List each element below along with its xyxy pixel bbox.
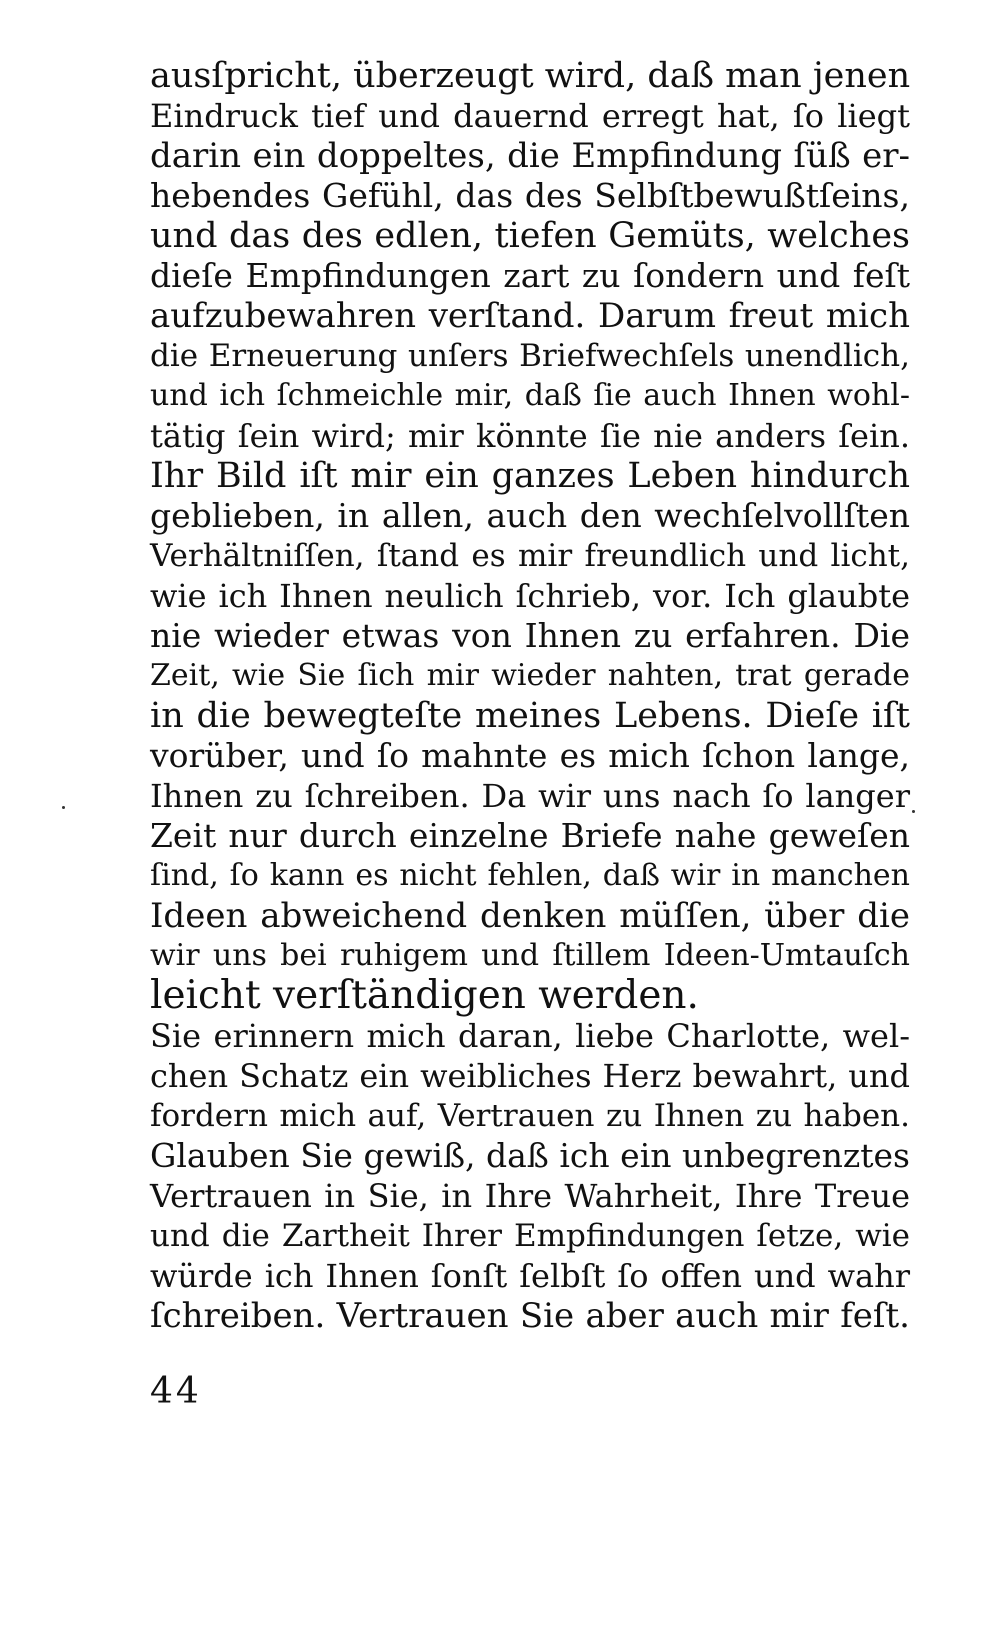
text-line: geblieben, in allen, auch den wechſelvollſten	[150, 496, 910, 535]
text-line: darin ein doppeltes, die Empfindung ſüß er-	[150, 136, 910, 176]
text-line: und ich ſchmeichle mir, daß ſie auch Ihnen wohl-	[150, 378, 910, 413]
text-line: ausſpricht, überzeugt wird, daß man jenen	[150, 56, 911, 96]
text-line: chen Schatz ein weibliches Herz bewahrt, und	[150, 1057, 910, 1095]
text-line: Verhältniſſen, ſtand es mir freundlich und licht,	[150, 538, 910, 574]
text-line: hebendes Gefühl, das des Selbſtbewußtſeins,	[150, 176, 910, 215]
text-line: ſchreiben. Vertrauen Sie aber auch mir feſt.	[150, 1296, 910, 1336]
text-line: ſind, ſo kann es nicht fehlen, daß wir in manchen	[150, 858, 910, 893]
text-line: fordern mich auf, Vertrauen zu Ihnen zu haben.	[150, 1098, 910, 1134]
text-line: in die bewegteſte meines Lebens. Dieſe iſt	[150, 696, 910, 736]
text-line: nie wieder etwas von Ihnen zu erfahren. Die	[150, 616, 910, 655]
text-line: Ideen abweichend denken müſſen, über die	[150, 896, 910, 936]
text-line: wie ich Ihnen neulich ſchrieb, vor. Ich glaubte	[150, 577, 910, 615]
paragraph-end-line: leicht verſtändigen werden.	[150, 973, 699, 1018]
text-line: Glauben Sie gewiß, daß ich ein unbegrenztes	[150, 1136, 910, 1175]
text-line: und die Zartheit Ihrer Empfindungen ſetze, wie	[150, 1218, 910, 1254]
text-line: aufzubewahren verſtand. Darum freut mich	[150, 296, 910, 336]
page-number: 44	[150, 1371, 202, 1412]
text-line: Zeit, wie Sie ſich mir wieder nahten, trat gerade	[150, 658, 910, 693]
text-line: Vertrauen in Sie, in Ihre Wahrheit, Ihre Treue	[150, 1177, 910, 1215]
text-line: wir uns bei ruhigem und ſtillem Ideen-Umtauſch	[150, 938, 910, 973]
text-line: tätig ſein wird; mir könnte ſie nie anders ſein.	[150, 417, 910, 455]
text-line: Sie erinnern mich daran, liebe Charlotte, wel-	[150, 1017, 910, 1055]
text-line: Eindruck tief und dauernd erregt hat, ſo liegt	[150, 97, 910, 135]
text-line: Ihnen zu ſchreiben. Da wir uns nach ſo langer	[150, 777, 910, 815]
text-line: und das des edlen, tiefen Gemüts, welches	[150, 216, 910, 256]
print-speck	[62, 806, 65, 809]
text-line: Zeit nur durch einzelne Briefe nahe geweſen	[150, 816, 910, 855]
text-line: dieſe Empfindungen zart zu ſondern und feſt	[150, 256, 910, 295]
text-line: die Erneuerung unſers Briefwechſels unendlich,	[150, 338, 910, 374]
text-line: würde ich Ihnen ſonſt ſelbſt ſo offen und wahr	[150, 1257, 910, 1295]
text-line: vorüber, und ſo mahnte es mich ſchon lange,	[150, 736, 910, 775]
print-speck	[912, 810, 915, 813]
text-line: Ihr Bild iſt mir ein ganzes Leben hindurch	[150, 456, 910, 496]
